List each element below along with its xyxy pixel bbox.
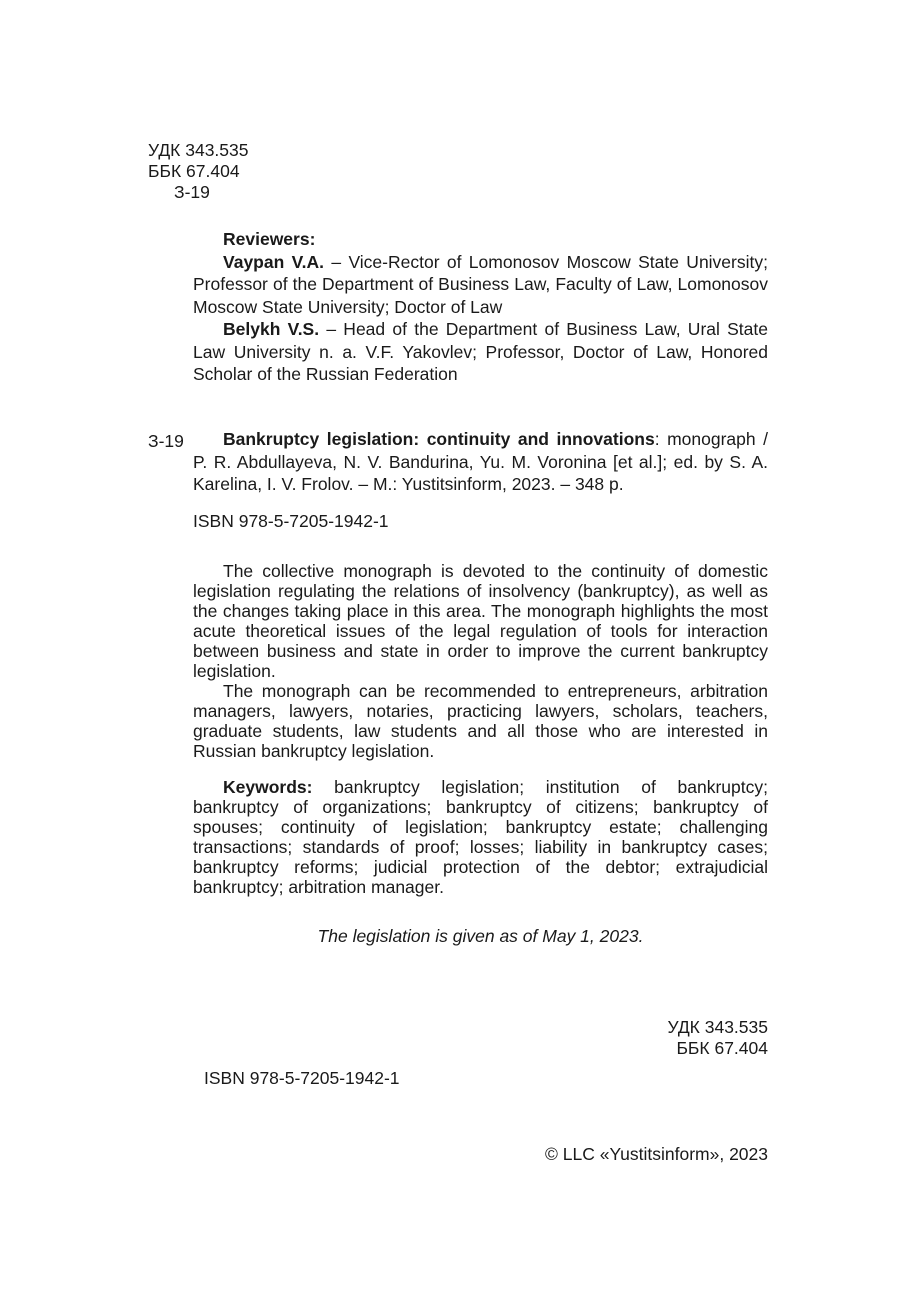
abstract-paragraph: The collective monograph is devoted to the continuity of domestic legislation regulating the relations of insolvency (bankruptcy), as well as the changes taking place in this area. The monograph highlights the most acute theoretical issues of the legal regulation of tools for interaction between business and state in order to improve the current bankruptcy legislation. (193, 561, 768, 681)
author-mark: З-19 (174, 182, 210, 202)
reviewer-description: – Head of the Department of Business Law, Ural State Law University n. a. V.F. Yakovlev; Professor, Doctor of Law, Honored Scholar of the Russian Federation (193, 319, 768, 384)
keywords-list: bankruptcy legislation; institution of bankruptcy; bankruptcy of organizations; bankruptcy of citizens; bankruptcy of spouses; continuity of legislation; bankruptcy estate; challenging transactions; standards of proof; losses; liability in bankruptcy cases; bankruptcy reforms; judicial protection of the debtor; extrajudicial bankruptcy; arbitration manager. (193, 777, 768, 897)
reviewer-entry (193, 318, 768, 386)
abstract-paragraph: The monograph can be recommended to entrepreneurs, arbitration managers, lawyers, notaries, practicing lawyers, scholars, teachers, graduate students, law students and all those who are interested in Russian bankruptcy legislation. (193, 681, 768, 761)
record-author-mark: З-19 (148, 431, 184, 451)
record-isbn: ISBN 978-5-7205-1942-1 (193, 511, 389, 531)
udk-code: УДК 343.535 (148, 140, 249, 160)
reviewers-heading: Reviewers: (223, 229, 316, 249)
reviewers-section (193, 228, 768, 386)
reviewer-name: Belykh V.S. (223, 319, 320, 339)
keywords (193, 777, 768, 897)
keywords-label: Keywords: (223, 777, 313, 797)
abstract (193, 561, 768, 761)
legislation-note: The legislation is given as of May 1, 2023. (317, 926, 644, 946)
record-details: : monograph / P. R. Abdullayeva, N. V. Bandurina, Yu. M. Voronina [et al.]; ed. by S. A. Karelina, I. V. Frolov. – M.: Yustitsinform, 2023. – 348 p. (193, 429, 769, 494)
reviewer-entry (193, 251, 768, 319)
bbk-code: ББК 67.404 (676, 1038, 768, 1058)
reviewer-description: – Vice-Rector of Lomonosov Moscow State University; Professor of the Department of Business Law, Faculty of Law, Lomonosov Moscow State University; Doctor of Law (193, 251, 768, 317)
classification-block-top (148, 140, 249, 203)
isbn-bottom: ISBN 978-5-7205-1942-1 (204, 1068, 400, 1088)
bibliographic-record (193, 428, 768, 496)
copyright: © LLC «Yustitsinform», 2023 (544, 1144, 768, 1164)
classification-block-bottom (500, 1017, 768, 1059)
reviewer-name: Vaypan V.A. (223, 251, 325, 272)
bbk-code: ББК 67.404 (148, 161, 240, 181)
book-title: Bankruptcy legislation: continuity and innovations (223, 429, 655, 449)
udk-code: УДК 343.535 (667, 1017, 768, 1037)
